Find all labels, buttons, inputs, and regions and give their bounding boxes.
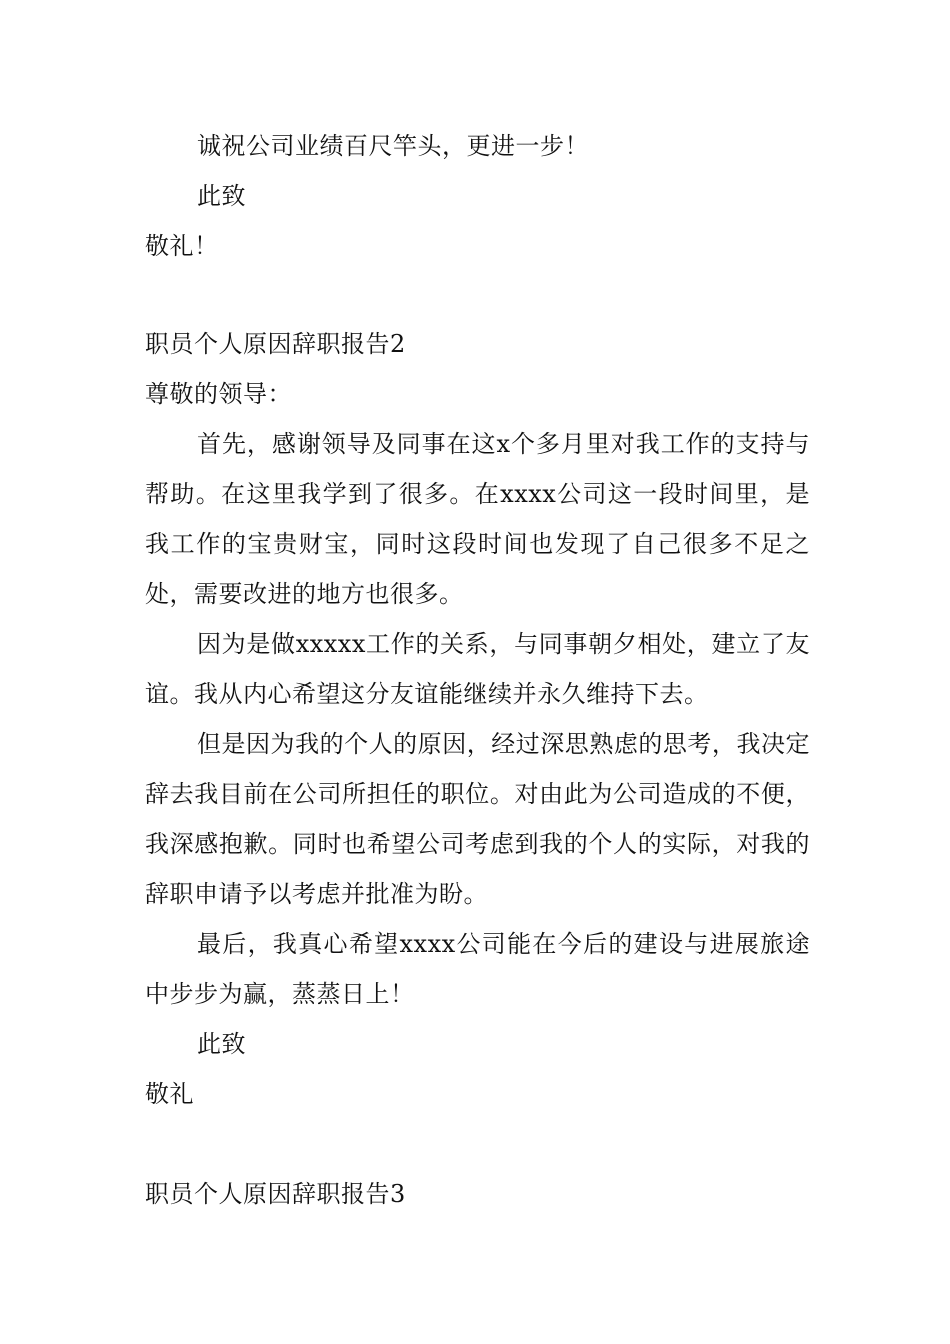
section2-title: 职员个人原因辞职报告2: [145, 330, 406, 358]
paragraph-1: 首先，感谢领导及同事在这x个多月里对我工作的支持与帮助。在这里我学到了很多。在xxxx公司这一段时间里，是我工作的宝贵财宝，同时这段时间也发现了自己很多不足之处，需要改进的地方也很多。: [145, 430, 810, 608]
paragraph-2: 因为是做xxxxx工作的关系，与同事朝夕相处，建立了友谊。我从内心希望这分友谊能继续并永久维持下去。: [145, 630, 810, 708]
section-gap-2: [145, 1119, 810, 1169]
ci-zhi-2: 此致: [197, 1030, 246, 1058]
closing-wish: 诚祝公司业绩百尺竿头，更进一步！: [197, 132, 589, 160]
section3-title: 职员个人原因辞职报告3: [145, 1180, 406, 1208]
paragraph-4: 最后，我真心希望xxxx公司能在今后的建设与进展旅途中步步为赢，蒸蒸日上！: [145, 930, 810, 1008]
ci-zhi-1: 此致: [197, 182, 246, 210]
salutation: 尊敬的领导：: [145, 380, 292, 408]
document-body: [145, 121, 810, 1219]
jing-li-2: 敬礼: [145, 1080, 194, 1108]
section-gap: [145, 271, 810, 319]
jing-li-1: 敬礼！: [145, 232, 219, 260]
paragraph-3: 但是因为我的个人的原因，经过深思熟虑的思考，我决定辞去我目前在公司所担任的职位。对由此为公司造成的不便，我深感抱歉。同时也希望公司考虑到我的个人的实际，对我的辞职申请予以考虑并批准为盼。: [145, 730, 810, 908]
